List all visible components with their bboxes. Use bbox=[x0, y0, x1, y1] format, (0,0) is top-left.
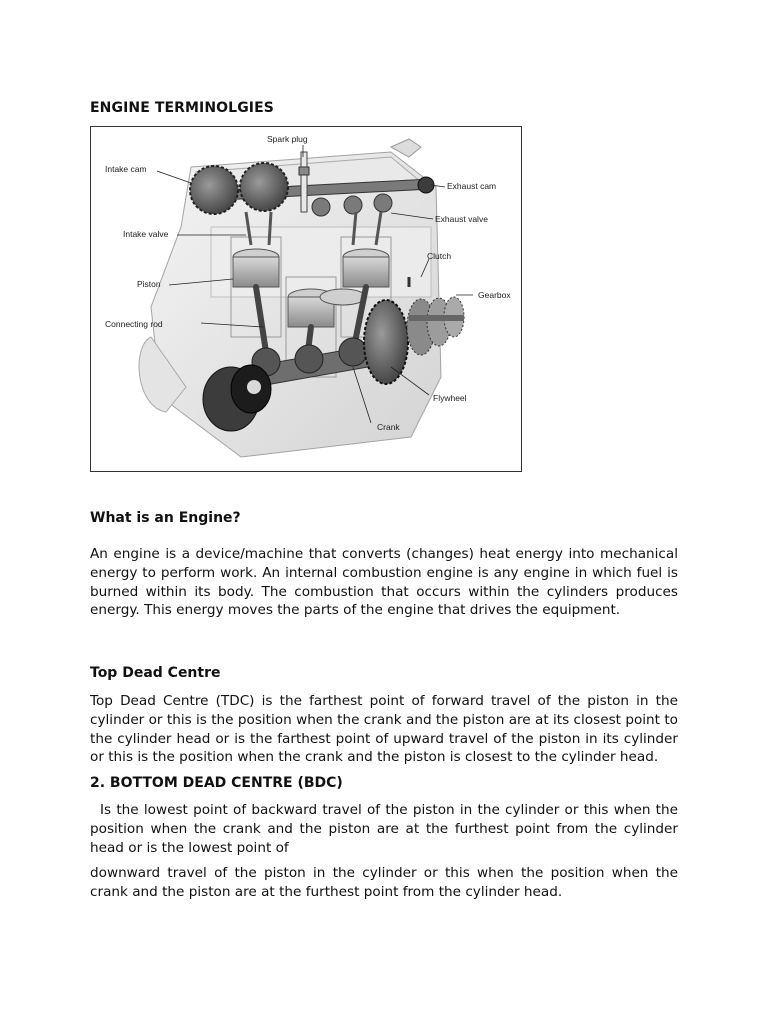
label-piston: Piston bbox=[137, 279, 161, 289]
document-title: ENGINE TERMINOLGIES bbox=[90, 100, 274, 116]
label-crank: Crank bbox=[377, 422, 400, 432]
paragraph-bdc-part2: downward travel of the piston in the cylinder or this when the position when the crank and the piston are at the furthest point from the cylinder head. bbox=[90, 865, 678, 900]
label-gearbox: Gearbox bbox=[478, 290, 511, 300]
flywheel bbox=[364, 300, 408, 384]
heading-bottom-dead-centre: 2. BOTTOM DEAD CENTRE (BDC) bbox=[90, 775, 343, 791]
engine-diagram bbox=[90, 126, 522, 472]
heading-what-is-engine: What is an Engine? bbox=[90, 510, 241, 526]
paragraph-tdc-definition: Top Dead Centre (TDC) is the farthest point of forward travel of the piston in the cylinder or this is the position when the crank and the piston are at its closest point to the cylinder head or is the farthest point of upward travel of the piston in its cylinder or this is the position when the crank and the piston is closest to the cylinder head. bbox=[90, 693, 678, 766]
label-exhaust-valve: Exhaust valve bbox=[435, 214, 488, 224]
spark-plug bbox=[299, 152, 309, 212]
label-intake-cam: Intake cam bbox=[105, 164, 147, 174]
label-spark-plug: Spark plug bbox=[267, 134, 308, 144]
paragraph-bdc-part1: Is the lowest point of backward travel of the piston in the cylinder or this when the position when the crank and the piston are at the furthest point from the cylinder head or is the lowest point of bbox=[90, 802, 678, 856]
label-clutch: Clutch bbox=[427, 251, 452, 261]
label-flywheel: Flywheel bbox=[433, 393, 467, 403]
label-intake-valve: Intake valve bbox=[123, 229, 169, 239]
label-connecting-rod: Connecting rod bbox=[105, 319, 163, 329]
label-exhaust-cam: Exhaust cam bbox=[447, 181, 497, 191]
engine-illustration bbox=[91, 127, 521, 471]
paragraph-engine-definition: An engine is a device/machine that converts (changes) heat energy into mechanical energy to perform work. An internal combustion engine is any engine in which fuel is burned within its body. The combustion that occurs within the cylinders produces energy. This energy moves the parts of the engine that drives the equipment. bbox=[90, 546, 678, 619]
heading-top-dead-centre: Top Dead Centre bbox=[90, 665, 221, 681]
